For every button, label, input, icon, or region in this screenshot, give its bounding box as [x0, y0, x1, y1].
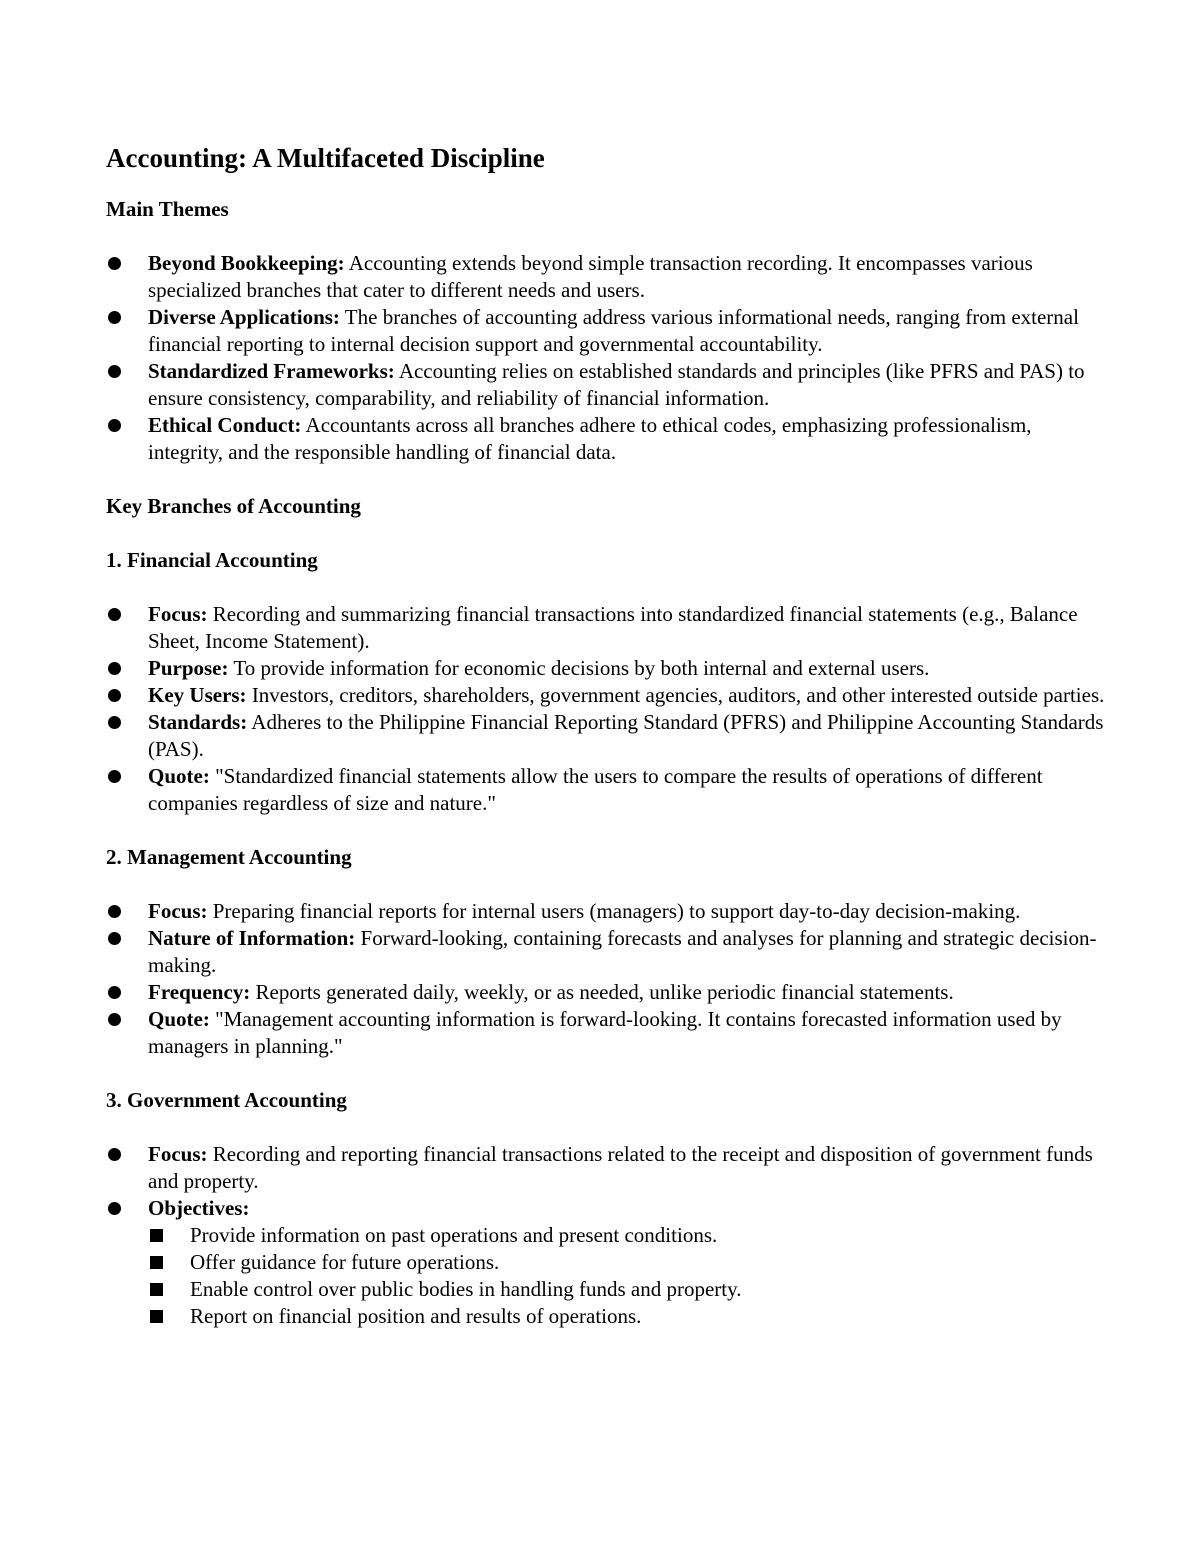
management-accounting-list: [106, 898, 1106, 1060]
management-accounting-heading: 2. Management Accounting: [106, 845, 352, 869]
document-page: [106, 140, 1106, 1357]
bullet-icon: [108, 1202, 121, 1215]
bullet-icon: [108, 689, 121, 702]
bullet-icon: [108, 716, 121, 729]
bullet-icon: [108, 986, 121, 999]
item-label: Key Users:: [148, 683, 247, 707]
government-accounting-list: [106, 1141, 1106, 1330]
bullet-icon: [108, 1013, 121, 1026]
sublist-item: [148, 1276, 1106, 1303]
financial-accounting-list: [106, 601, 1106, 817]
item-label: Ethical Conduct:: [148, 413, 302, 437]
bullet-icon: [108, 419, 121, 432]
item-label: Standardized Frameworks:: [148, 359, 395, 383]
sublist-item-text: Enable control over public bodies in handling funds and property.: [190, 1277, 742, 1301]
sublist-item-text: Offer guidance for future operations.: [190, 1250, 500, 1274]
item-text: Investors, creditors, shareholders, government agencies, auditors, and other interested outside parties.: [246, 683, 1105, 707]
list-item: [106, 655, 1106, 682]
item-label: Standards:: [148, 710, 248, 734]
item-label: Purpose:: [148, 656, 229, 680]
list-item: [106, 979, 1106, 1006]
item-label: Diverse Applications:: [148, 305, 340, 329]
bullet-icon: [108, 932, 121, 945]
list-item: [106, 1006, 1106, 1060]
bullet-icon: [108, 1148, 121, 1161]
item-text: Preparing financial reports for internal users (managers) to support day-to-day decision-making.: [207, 899, 1021, 923]
square-bullet-icon: [150, 1310, 163, 1323]
item-label: Nature of Information:: [148, 926, 356, 950]
item-text: Recording and summarizing financial transactions into standardized financial statements (e.g., Balance Sheet, Income Statement).: [148, 602, 1078, 653]
government-accounting-heading: 3. Government Accounting: [106, 1088, 347, 1112]
item-text: Reports generated daily, weekly, or as needed, unlike periodic financial statements.: [250, 980, 954, 1004]
bullet-icon: [108, 905, 121, 918]
main-themes-heading: Main Themes: [106, 197, 229, 221]
list-item: [106, 412, 1106, 466]
list-item: [106, 601, 1106, 655]
bullet-icon: [108, 770, 121, 783]
item-label: Focus:: [148, 899, 208, 923]
list-item: [106, 709, 1106, 763]
square-bullet-icon: [150, 1229, 163, 1242]
item-text: "Standardized financial statements allow the users to compare the results of operations of different companies regardless of size and nature.": [148, 764, 1043, 815]
item-text: Accounting relies on established standards and principles (like PFRS and PAS) to ensure consistency, comparability, and reliability of financial information.: [148, 359, 1085, 410]
square-bullet-icon: [150, 1283, 163, 1296]
item-text: To provide information for economic decisions by both internal and external users.: [228, 656, 930, 680]
square-bullet-icon: [150, 1256, 163, 1269]
document-title: Accounting: A Multifaceted Discipline: [106, 143, 545, 173]
bullet-icon: [108, 662, 121, 675]
sublist-item-text: Provide information on past operations and present conditions.: [190, 1223, 718, 1247]
key-branches-heading: Key Branches of Accounting: [106, 494, 361, 518]
objectives-sublist: [148, 1222, 1106, 1330]
item-label: Objectives:: [148, 1196, 250, 1220]
item-label: Focus:: [148, 602, 208, 626]
bullet-icon: [108, 311, 121, 324]
bullet-icon: [108, 365, 121, 378]
main-themes-list: [106, 250, 1106, 466]
sublist-item: [148, 1249, 1106, 1276]
item-text: Accounting extends beyond simple transaction recording. It encompasses various specialized branches that cater to different needs and users.: [148, 251, 1033, 302]
item-text: "Management accounting information is forward-looking. It contains forecasted information used by managers in planning.": [148, 1007, 1062, 1058]
list-item: [106, 358, 1106, 412]
item-label: Quote:: [148, 1007, 210, 1031]
item-text: The branches of accounting address various informational needs, ranging from external financial reporting to internal decision support and governmental accountability.: [148, 305, 1079, 356]
sublist-item: [148, 1222, 1106, 1249]
sublist-item-text: Report on financial position and results of operations.: [190, 1304, 642, 1328]
financial-accounting-heading: 1. Financial Accounting: [106, 548, 318, 572]
item-label: Frequency:: [148, 980, 251, 1004]
list-item: [106, 250, 1106, 304]
item-text: Forward-looking, containing forecasts and analyses for planning and strategic decision-making.: [148, 926, 1097, 977]
bullet-icon: [108, 257, 121, 270]
list-item: [106, 898, 1106, 925]
list-item: [106, 1195, 1106, 1330]
list-item: [106, 763, 1106, 817]
item-text: Recording and reporting financial transactions related to the receipt and disposition of government funds and property.: [148, 1142, 1093, 1193]
item-label: Beyond Bookkeeping:: [148, 251, 345, 275]
item-text: Accountants across all branches adhere to ethical codes, emphasizing professionalism, integrity, and the responsible handling of financial data.: [148, 413, 1032, 464]
sublist-item: [148, 1303, 1106, 1330]
item-text: Adheres to the Philippine Financial Reporting Standard (PFRS) and Philippine Accounting Standards (PAS).: [148, 710, 1104, 761]
list-item: [106, 1141, 1106, 1195]
bullet-icon: [108, 608, 121, 621]
list-item: [106, 925, 1106, 979]
list-item: [106, 682, 1106, 709]
list-item: [106, 304, 1106, 358]
item-label: Quote:: [148, 764, 210, 788]
item-label: Focus:: [148, 1142, 208, 1166]
